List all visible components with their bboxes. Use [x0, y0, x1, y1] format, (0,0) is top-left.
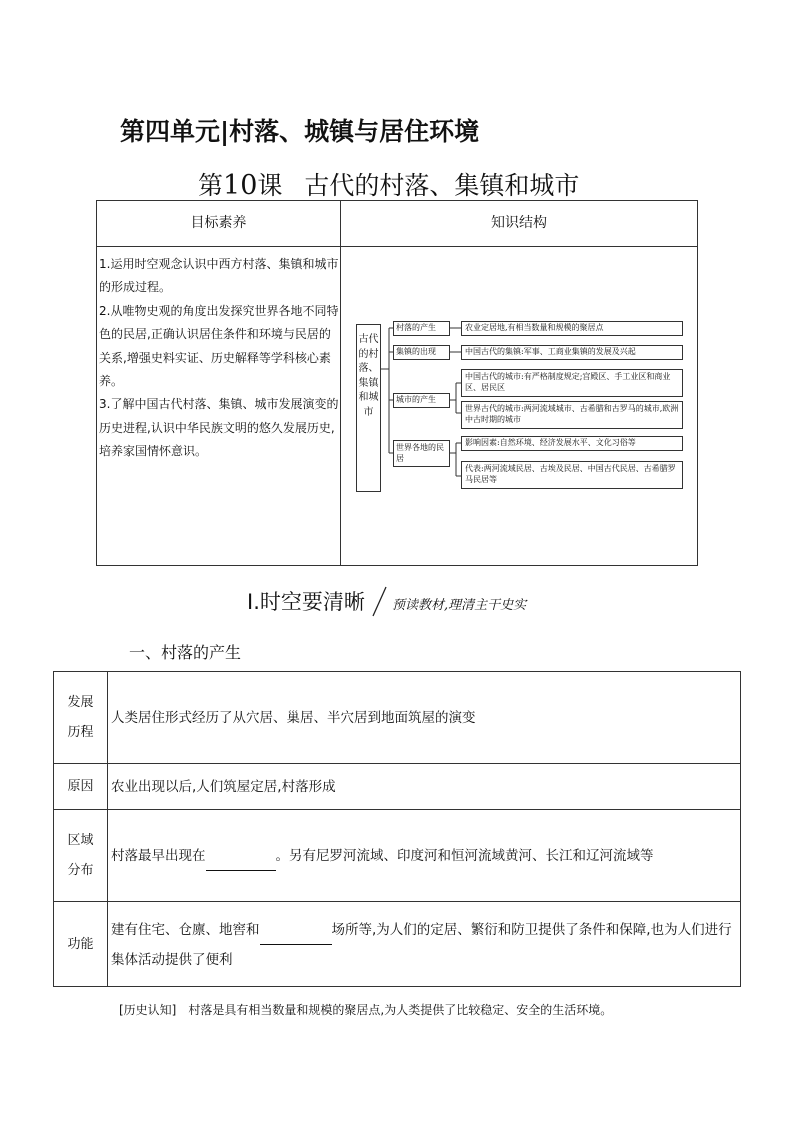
diagram-branch: 集镇的出现 [393, 345, 450, 360]
content-text: 村落最早出现在 [111, 847, 206, 864]
fill-in-blank[interactable] [260, 929, 332, 945]
slash-divider [371, 586, 389, 618]
structure-header: 知识结构 [491, 215, 547, 231]
fill-in-blank[interactable] [206, 855, 276, 871]
row-label: 原因 [54, 764, 108, 809]
row-label-text: 区域分布 [67, 832, 94, 878]
section-heading: 一、村落的产生 [129, 643, 242, 662]
diagram-branch: 城市的产生 [393, 393, 450, 408]
lesson-number: 10 [223, 170, 258, 201]
knowledge-diagram [356, 319, 686, 497]
row-label: 功能 [54, 902, 108, 987]
goal-header: 目标素养 [190, 215, 247, 231]
village-origin-table [53, 671, 741, 987]
content-text: 。另有尼罗河流域、印度河和恒河流域黄河、长江和辽河流域等 [275, 847, 654, 864]
table-row [54, 810, 740, 902]
row-label [54, 672, 108, 763]
goal-list [99, 253, 339, 464]
diagram-leaf: 代表:两河流域民居、古埃及民居、中国古代民居、古希腊罗马民居等 [461, 461, 683, 489]
row-label-text: 发展历程 [67, 694, 94, 740]
diagram-branch: 世界各地的民居 [393, 440, 450, 467]
table-row [54, 902, 740, 987]
diagram-branch: 村落的产生 [393, 321, 450, 336]
goal-item: 2.从唯物史观的角度出发探究世界各地不同特色的民居,正确认识居住条件和环境与民居的关系,增强史料实证、历史解释等学科核心素养。 [99, 303, 339, 389]
goal-item: 3.了解中国古代村落、集镇、城市发展演变的历史进程,认识中华民族文明的悠久发展历史,培养家国情怀意识。 [99, 397, 339, 459]
lesson-suffix: 课 [257, 171, 283, 200]
lesson-title [198, 166, 579, 202]
table-row [54, 672, 740, 764]
banner-subtitle: 预读教材,理清主干史实 [392, 598, 527, 613]
row-content [111, 902, 736, 987]
table-row [54, 764, 740, 810]
diagram-leaf: 中国古代的城市:有严格制度规定;宫殿区、手工业区和商业区、居民区 [461, 369, 683, 397]
diagram-root: 古代的村落、集镇和城市 [356, 324, 381, 492]
row-content: 农业出现以后,人们筑屋定居,村落形成 [111, 778, 336, 795]
lesson-name: 古代的村落、集镇和城市 [304, 171, 580, 200]
note-tag: [历史认知] [119, 1003, 177, 1017]
diagram-leaf: 世界古代的城市:两河流域城市、古希腊和古罗马的城市,欧洲中古时期的城市 [461, 401, 683, 429]
unit-title: 第四单元|村落、城镇与居住环境 [120, 117, 480, 146]
note-text: 村落是具有相当数量和规模的聚居点,为人类提供了比较稳定、安全的生活环境。 [188, 1003, 613, 1017]
content-text: 场所等,为人们的定居、繁衍和防卫提供了条件和保障,也为人们进行集体活动提供了便利 [111, 921, 732, 968]
row-content: 人类居住形式经历了从穴居、巢居、半穴居到地面筑屋的演变 [111, 709, 476, 726]
goal-item: 1.运用时空观念认识中西方村落、集镇和城市的形成过程。 [99, 257, 339, 295]
content-text: 建有住宅、仓廪、地窖和 [111, 921, 260, 938]
row-content [111, 810, 736, 901]
diagram-leaf: 中国古代的集镇:军事、工商业集镇的发展及兴起 [461, 345, 683, 360]
section-banner [247, 582, 577, 622]
lesson-prefix: 第 [198, 171, 224, 200]
history-note [119, 1001, 612, 1018]
row-label [54, 810, 108, 901]
diagram-leaf: 影响因素:自然环境、经济发展水平、文化习俗等 [461, 436, 683, 451]
banner-title: Ⅰ.时空要清晰 [247, 590, 365, 614]
diagram-leaf: 农业定居地,有相当数量和规模的聚居点 [461, 321, 683, 336]
